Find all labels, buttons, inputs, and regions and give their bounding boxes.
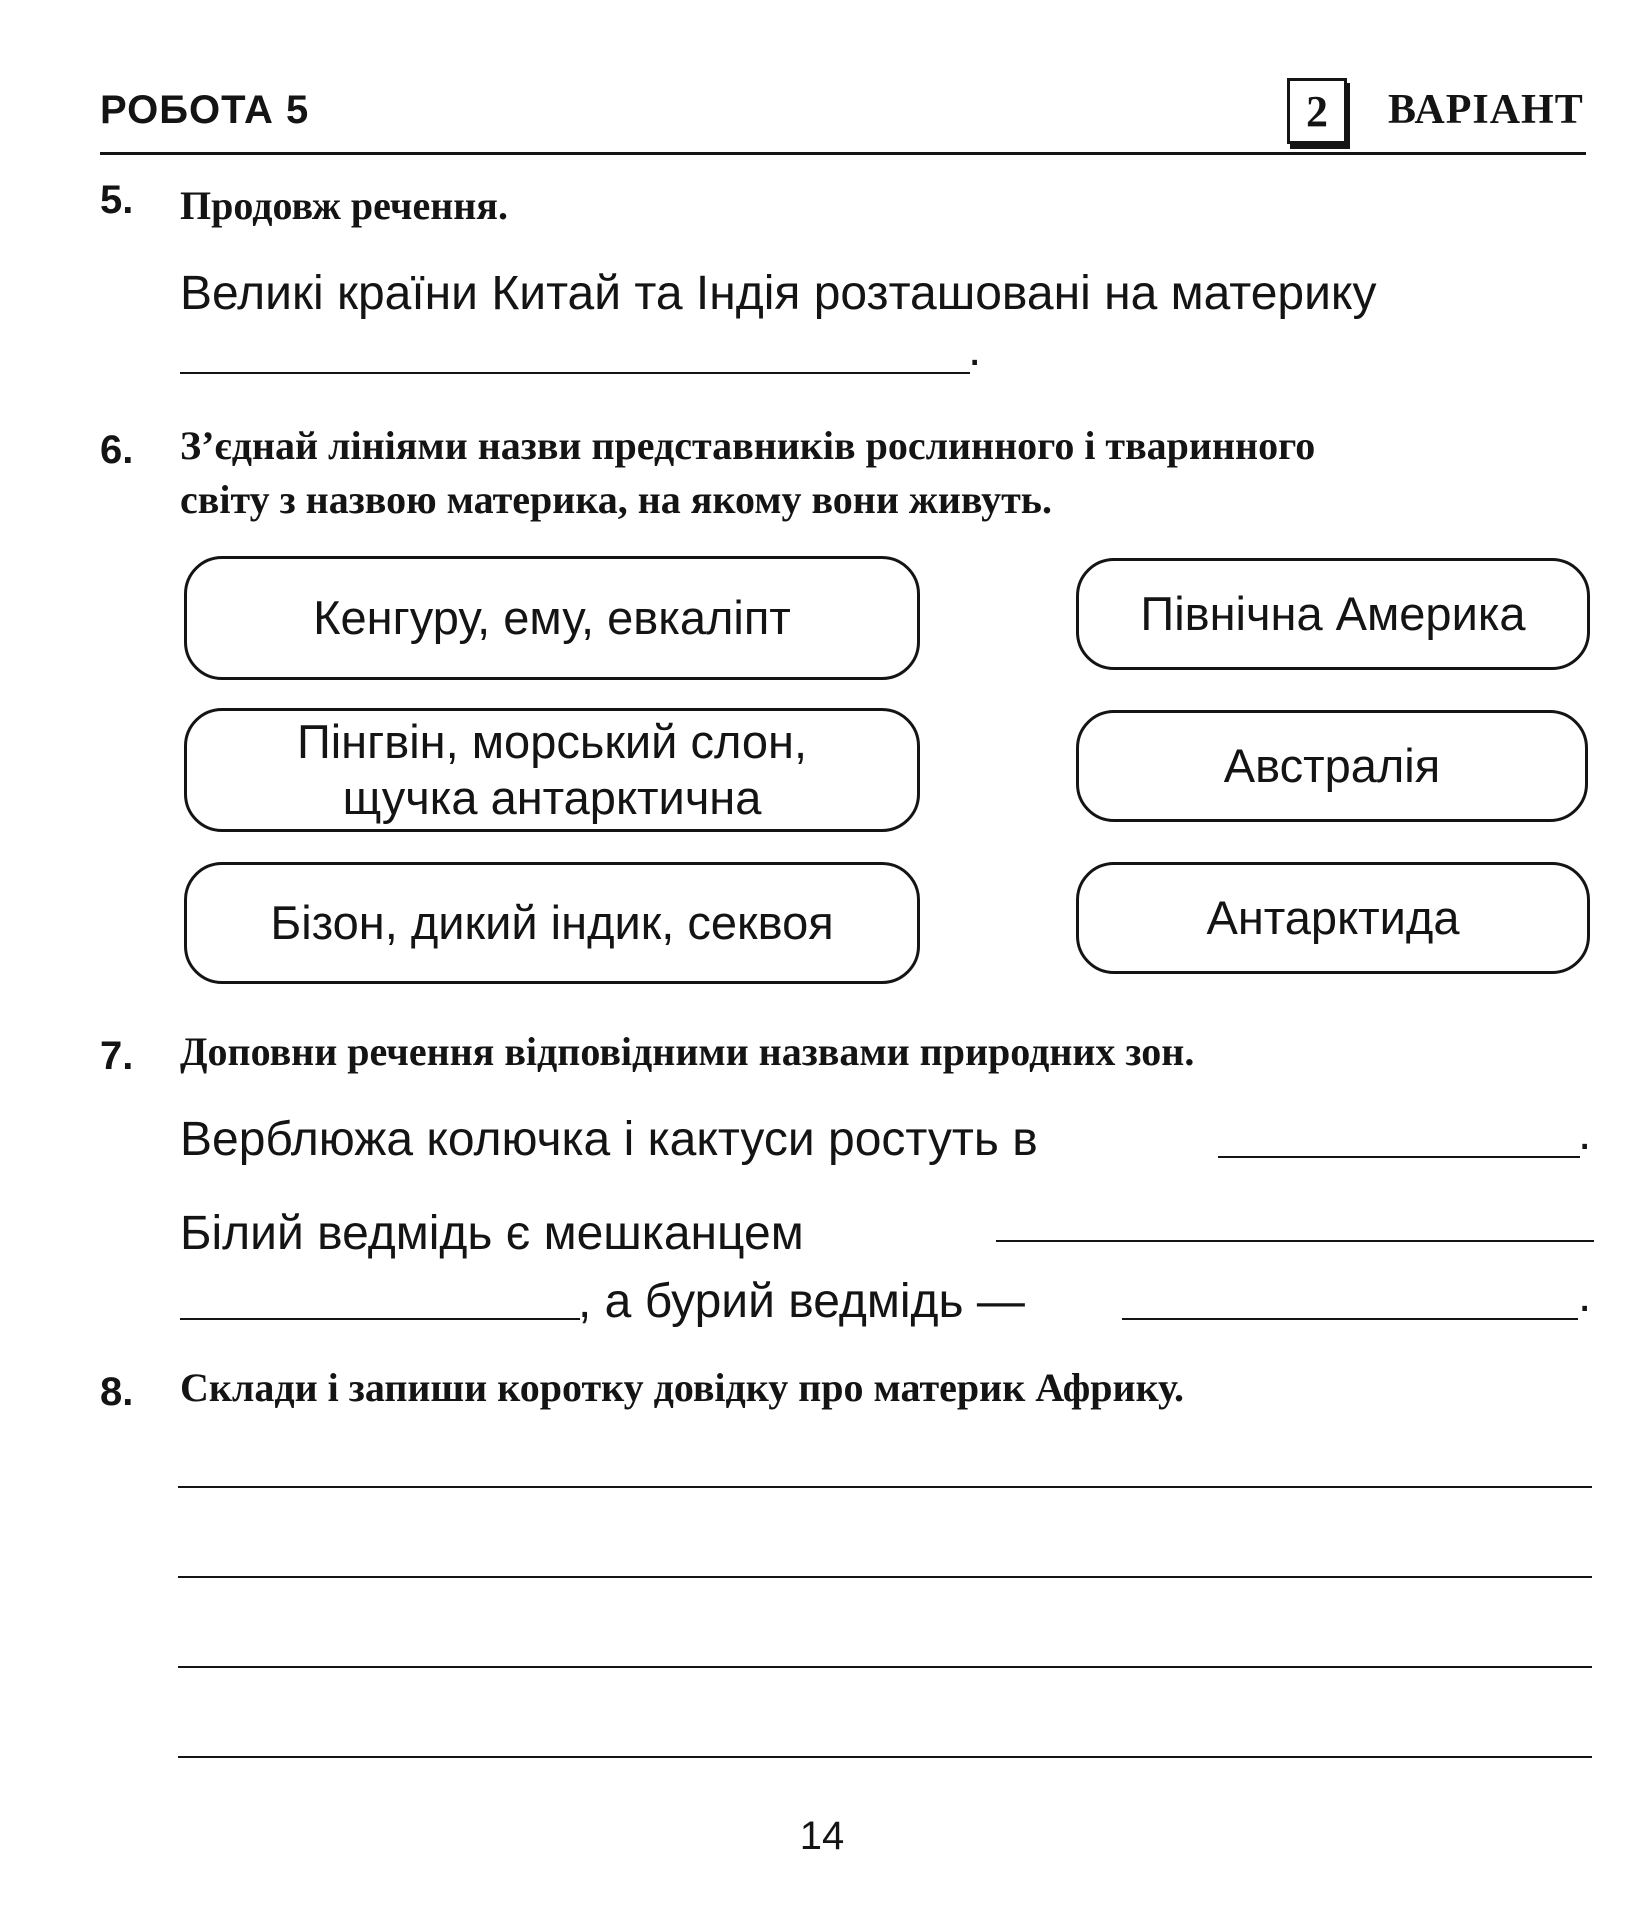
work-title: РОБОТА 5 — [100, 88, 310, 132]
organism-box-2-line2: щучка антарктична — [342, 771, 762, 824]
task-7-end-punct-2: . — [1578, 1269, 1592, 1322]
task-7-answer-line-3[interactable] — [180, 1318, 580, 1320]
task-5-sentence: Великі країни Китай та Індія розташовані на материку — [180, 267, 1377, 320]
variant-label: ВАРІАНТ — [1388, 87, 1584, 133]
continent-box-1-text: Північна Америка — [1140, 587, 1526, 640]
task-7-answer-line-1[interactable] — [1218, 1156, 1580, 1158]
task-8-answer-line-1[interactable] — [178, 1486, 1592, 1488]
continent-box-2[interactable] — [1076, 710, 1588, 822]
task-7-sentence-2-start: Білий ведмідь є мешканцем — [180, 1207, 804, 1260]
task-8-answer-line-4[interactable] — [178, 1756, 1592, 1758]
task-5-number: 5. — [100, 178, 134, 222]
task-7-sentence-2-mid: , а бурий ведмідь — — [578, 1275, 1025, 1328]
task-5-end-punct: . — [968, 323, 982, 376]
organism-box-3-text: Бізон, дикий індик, секвоя — [270, 896, 834, 949]
task-7-answer-line-4[interactable] — [1122, 1318, 1578, 1320]
continent-box-3[interactable] — [1076, 862, 1590, 974]
continent-box-1[interactable] — [1076, 558, 1590, 670]
task-8-number: 8. — [100, 1370, 134, 1414]
continent-box-3-text: Антарктида — [1206, 891, 1460, 944]
organism-box-1[interactable] — [184, 556, 920, 680]
task-7-prompt: Доповни речення відповідними назвами природних зон. — [180, 1029, 1195, 1074]
task-5-prompt: Продовж речення. — [180, 183, 508, 228]
organism-box-3[interactable] — [184, 862, 920, 984]
task-8-answer-line-2[interactable] — [178, 1576, 1592, 1578]
organism-box-2-line1: Пінгвін, морський слон, — [296, 715, 808, 768]
task-7-answer-line-2[interactable] — [996, 1240, 1594, 1242]
task-7-end-punct-1: . — [1578, 1107, 1592, 1160]
organism-box-2[interactable] — [184, 708, 920, 832]
page-number: 14 — [799, 1814, 845, 1858]
task-7-sentence-1: Верблюжа колючка і кактуси ростуть в — [180, 1113, 1038, 1166]
task-8-answer-line-3[interactable] — [178, 1666, 1592, 1668]
task-6-prompt-line2: світу з назвою материка, на якому вони живуть. — [180, 477, 1052, 522]
task-6-number: 6. — [100, 428, 134, 472]
task-7-number: 7. — [100, 1034, 134, 1078]
task-8-prompt: Склади і запиши коротку довідку про материк Африку. — [180, 1365, 1185, 1410]
organism-box-1-text: Кенгуру, ему, евкаліпт — [313, 591, 791, 644]
continent-box-2-text: Австралія — [1223, 739, 1441, 792]
variant-number-box: 2 — [1287, 78, 1347, 144]
task-5-answer-line[interactable] — [180, 372, 970, 374]
header-divider — [100, 152, 1586, 155]
task-6-prompt-line1: З’єднай лініями назви представників рослинного і тваринного — [180, 423, 1316, 468]
